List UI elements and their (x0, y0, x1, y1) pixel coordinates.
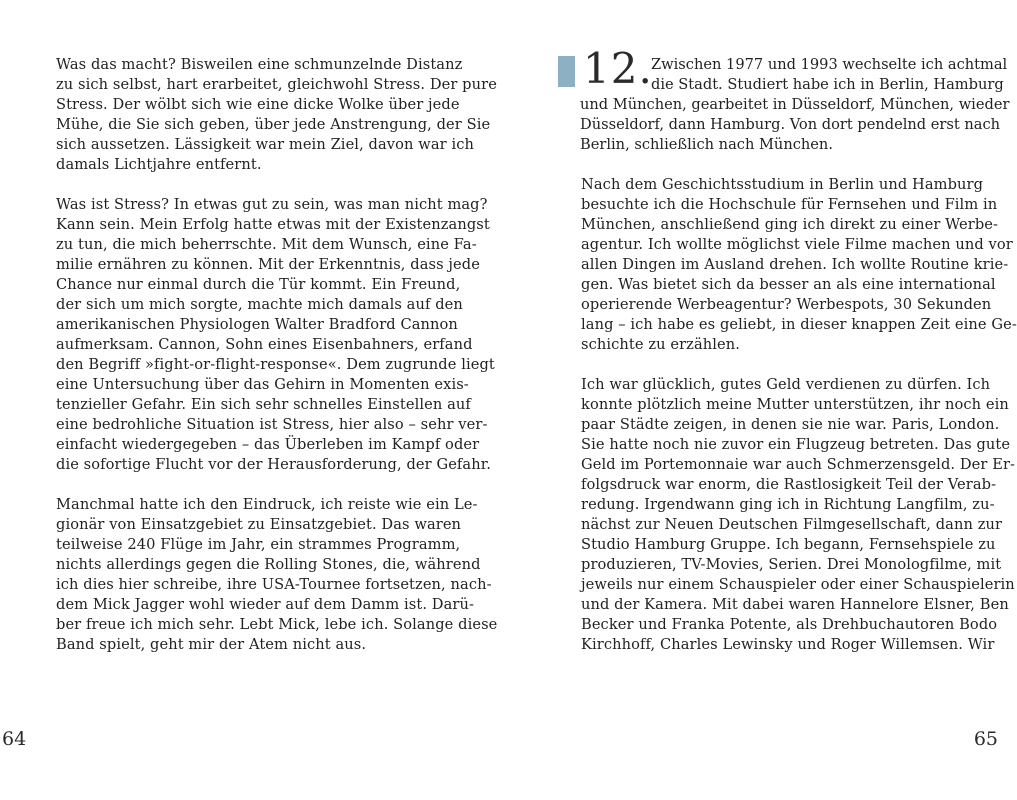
text-line: der sich um mich sorgte, machte mich damals auf den (56, 296, 463, 313)
text-line: jeweils nur einem Schauspieler oder einer Schauspielerin (581, 576, 1015, 593)
text-line: gen. Was bietet sich da besser an als eine international (581, 276, 996, 293)
text-line: aufmerksam. Cannon, Sohn eines Eisenbahners, erfand (56, 336, 473, 353)
text-line: konnte plötzlich meine Mutter unterstützen, ihr noch ein (581, 396, 1009, 413)
page-number: 65 (973, 728, 998, 750)
text-line: produzieren, TV-Movies, Serien. Drei Monologfilme, mit (581, 556, 1002, 573)
text-line: Düsseldorf, dann Hamburg. Von dort pendelnd erst nach (580, 116, 1001, 133)
text-line: München, anschließend ging ich direkt zu einer Werbe- (581, 216, 999, 233)
text-line: sich aussetzen. Lässigkeit war mein Ziel, davon war ich (56, 136, 475, 153)
text-line: Kann sein. Mein Erfolg hatte etwas mit der Existenzangst (56, 216, 490, 233)
text-line: Zwischen 1977 und 1993 wechselte ich achtmal (651, 56, 1008, 73)
text-line: amerikanischen Physiologen Walter Bradford Cannon (56, 316, 458, 333)
text-line: Stress. Der wölbt sich wie eine dicke Wolke über jede (56, 96, 460, 113)
text-line: damals Lichtjahre entfernt. (56, 156, 262, 173)
text-line: Becker und Franka Potente, als Drehbuchautoren Bodo (581, 616, 998, 633)
right-text-column (581, 175, 1017, 675)
left-text-column (56, 55, 498, 675)
text-line: Manchmal hatte ich den Eindruck, ich reiste wie ein Le- (56, 496, 478, 513)
text-line: Sie hatte noch nie zuvor ein Flugzeug betreten. Das gute (581, 436, 1011, 453)
text-line: Nach dem Geschichtsstudium in Berlin und Hamburg (581, 176, 984, 193)
text-line: milie ernähren zu können. Mit der Erkenntnis, dass jede (56, 256, 480, 273)
text-line: Berlin, schließlich nach München. (580, 136, 833, 153)
text-line: ber freue ich mich sehr. Lebt Mick, lebe ich. Solange diese (56, 616, 498, 633)
text-line: ich dies hier schreibe, ihre USA-Tournee fortsetzen, nach- (56, 576, 492, 593)
text-line: Was das macht? Bisweilen eine schmunzelnde Distanz (56, 56, 463, 73)
text-line: die Stadt. Studiert habe ich in Berlin, Hamburg (651, 76, 1004, 93)
text-line: nichts allerdings gegen die Rolling Stones, die, während (56, 556, 481, 573)
text-line: allen Dingen im Ausland drehen. Ich wollte Routine krie- (581, 256, 1009, 273)
text-line: nächst zur Neuen Deutschen Filmgesellschaft, dann zur (581, 516, 1003, 533)
text-line: folgsdruck war enorm, die Rastlosigkeit Teil der Verab- (581, 476, 997, 493)
text-line: zu tun, die mich beherrschte. Mit dem Wunsch, eine Fa- (56, 236, 477, 253)
text-line: Band spielt, geht mir der Atem nicht aus. (56, 636, 367, 653)
text-line: Geld im Portemonnaie war auch Schmerzensgeld. Der Er- (581, 456, 1016, 473)
chapter-heading (558, 44, 1010, 172)
text-line: eine Untersuchung über das Gehirn in Momenten exis- (56, 376, 469, 393)
right-page (500, 0, 1017, 800)
page-number: 64 (2, 728, 27, 750)
text-line: gionär von Einsatzgebiet zu Einsatzgebiet. Das waren (56, 516, 462, 533)
text-line: den Begriff »fight-or-flight-response«. Dem zugrunde liegt (56, 356, 495, 373)
text-line: redung. Irgendwann ging ich in Richtung Langfilm, zu- (581, 496, 995, 513)
text-line: agentur. Ich wollte möglichst viele Filme machen und vor (581, 236, 1013, 253)
text-line: teilweise 240 Flüge im Jahr, ein strammes Programm, (56, 536, 461, 553)
text-line: Mühe, die Sie sich geben, über jede Anstrengung, der Sie (56, 116, 491, 133)
text-line: die sofortige Flucht vor der Herausforderung, der Gefahr. (56, 456, 491, 473)
text-line: dem Mick Jagger wohl wieder auf dem Damm ist. Darü- (56, 596, 475, 613)
text-line: Ich war glücklich, gutes Geld verdienen zu dürfen. Ich (581, 376, 991, 393)
text-line: eine bedrohliche Situation ist Stress, hier also – sehr ver- (56, 416, 488, 433)
paragraph (56, 495, 498, 655)
chapter-number: 12. (583, 44, 653, 93)
text-line: Chance nur einmal durch die Tür kommt. Ein Freund, (56, 276, 461, 293)
text-line: einfacht wiedergegeben – das Überleben im Kampf oder (56, 436, 480, 453)
chapter-opening-text (558, 55, 1010, 155)
paragraph (56, 55, 497, 175)
text-line: Studio Hamburg Gruppe. Ich begann, Fernsehspiele zu (581, 536, 996, 553)
text-line: paar Städte zeigen, in denen sie nie war. Paris, London. (581, 416, 1000, 433)
text-line: besuchte ich die Hochschule für Fernsehen und Film in (581, 196, 998, 213)
text-line: lang – ich habe es geliebt, in dieser knappen Zeit eine Ge- (581, 316, 1017, 333)
text-line: tenzieller Gefahr. Ein sich sehr schnelles Einstellen auf (56, 396, 471, 413)
paragraph (581, 175, 1017, 355)
text-line: Was ist Stress? In etwas gut zu sein, was man nicht mag? (56, 196, 488, 213)
text-line: und München, gearbeitet in Düsseldorf, München, wieder (580, 96, 1010, 113)
text-line: zu sich selbst, hart erarbeitet, gleichwohl Stress. Der pure (56, 76, 497, 93)
paragraph (56, 195, 495, 475)
paragraph (581, 375, 1016, 655)
text-line: schichte zu erzählen. (581, 336, 741, 353)
text-line: operierende Werbeagentur? Werbespots, 30 Sekunden (581, 296, 992, 313)
text-line: und der Kamera. Mit dabei waren Hannelore Elsner, Ben (581, 596, 1009, 613)
text-line: Kirchhoff, Charles Lewinsky und Roger Willemsen. Wir (581, 636, 995, 653)
left-page (0, 0, 500, 800)
